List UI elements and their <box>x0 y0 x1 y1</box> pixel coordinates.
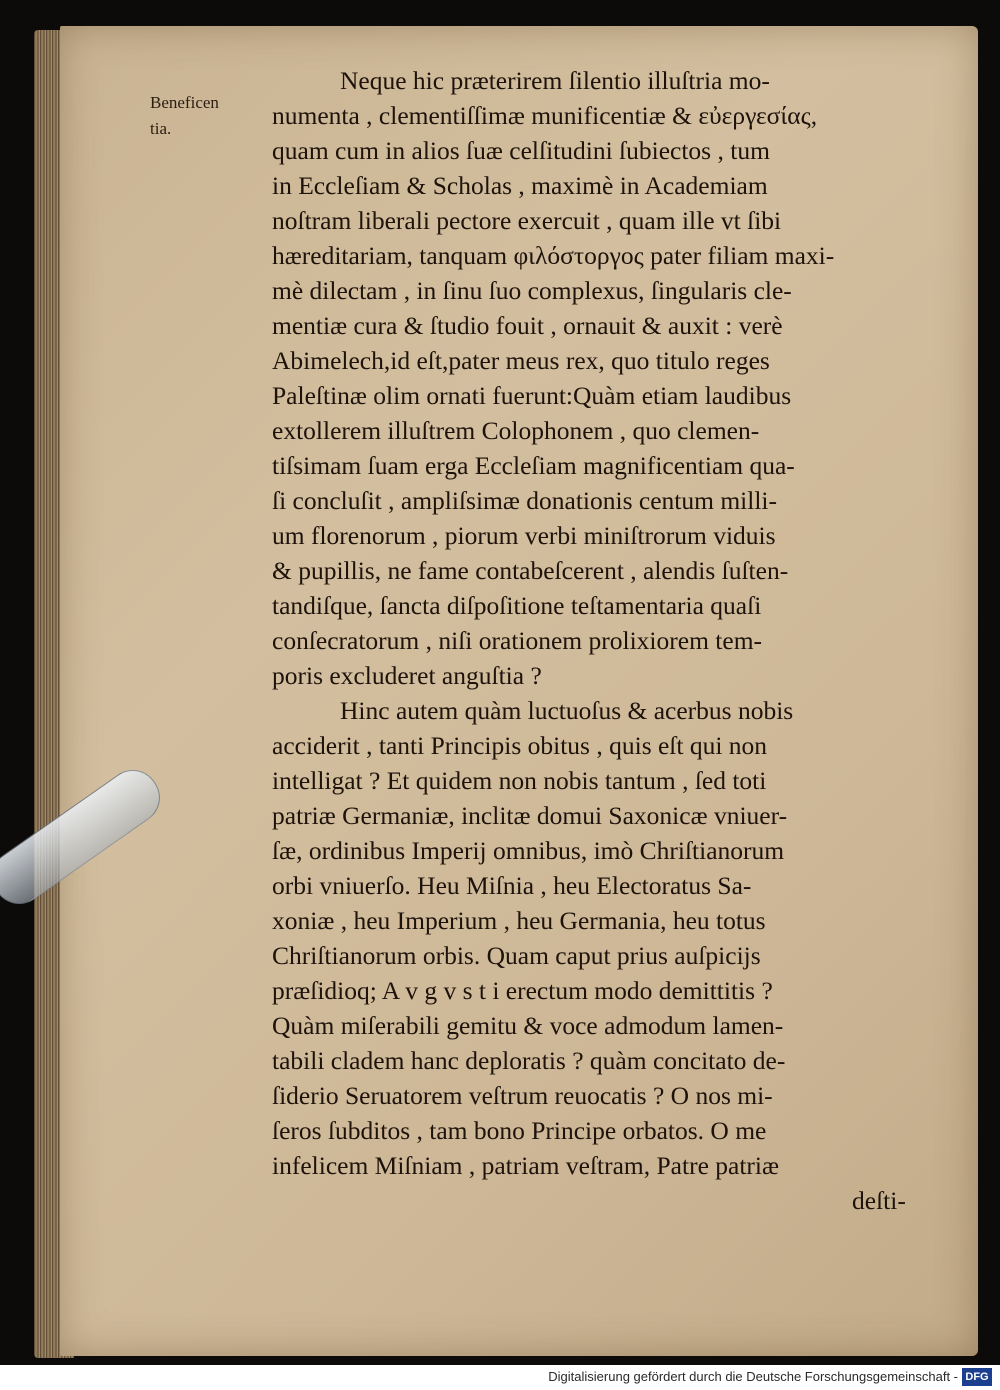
text-line: Quàm miſerabili gemitu & voce admodum lamen- <box>272 1011 784 1040</box>
text-line: & pupillis, ne fame contabeſcerent , alendis ſuſten- <box>272 556 789 585</box>
text-line: quam cum in alios ſuæ celſitudini ſubiectos , tum <box>272 136 770 165</box>
text-line: tandiſque, ſancta diſpoſitione teſtamentaria quaſi <box>272 591 762 620</box>
text-line: poris excluderet anguſtia ? <box>272 661 542 690</box>
text-line: Neque hic præterirem ſilentio illuſtria mo- <box>340 66 770 95</box>
text-line: noſtram liberali pectore exercuit , quam ille vt ſibi <box>272 206 782 235</box>
text-line: intelligat ? Et quidem non nobis tantum , ſed toti <box>272 766 767 795</box>
text-line: ſeros ſubditos , tam bono Principe orbatos. O me <box>272 1116 767 1145</box>
text-line: Chriſtianorum orbis. Quam caput prius auſpicijs <box>272 941 761 970</box>
margin-note-line-1: Beneficen <box>150 93 219 112</box>
text-line: infelicem Miſniam , patriam veſtram, Patre patriæ <box>272 1151 780 1180</box>
text-line: deſti- <box>852 1186 906 1215</box>
text-line: præſidioq; A v g v s t i erectum modo demittitis ? <box>272 976 773 1005</box>
text-line: Abimelech,id eſt,pater meus rex, quo titulo reges <box>272 346 770 375</box>
text-line: ſi concluſit , ampliſsimæ donationis centum milli- <box>272 486 777 515</box>
text-line: conſecratorum , niſi orationem prolixiorem tem- <box>272 626 763 655</box>
text-line: numenta , clementiſſimæ munificentiæ & εὐεργεσίας, <box>272 101 818 130</box>
text-line: tabili cladem hanc deploratis ? quàm concitato de- <box>272 1046 786 1075</box>
text-line: orbi vniuerſo. Heu Miſnia , heu Electoratus Sa- <box>272 871 752 900</box>
footer-bar <box>0 1365 1000 1390</box>
text-line: tiſsimam ſuam erga Eccleſiam magnificentiam qua- <box>272 451 795 480</box>
margin-note-line-2: tia. <box>150 119 172 138</box>
footer-text: Digitalisierung gefördert durch die Deutsche Forschungsgemeinschaft - <box>548 1369 958 1384</box>
text-line: um florenorum , piorum verbi miniſtrorum viduis <box>272 521 776 550</box>
text-line: hæreditariam, tanquam φιλόστοργος pater filiam maxi- <box>272 241 835 270</box>
dfg-logo: DFG <box>962 1368 992 1386</box>
text-line: mentiæ cura & ſtudio fouit , ornauit & auxit : verè <box>272 311 783 340</box>
text-line: patriæ Germaniæ, inclitæ domui Saxonicæ vniuer- <box>272 801 788 830</box>
text-line: xoniæ , heu Imperium , heu Germania, heu totus <box>272 906 766 935</box>
text-line: acciderit , tanti Principis obitus , quis eſt qui non <box>272 731 768 760</box>
text-line: ſiderio Seruatorem veſtrum reuocatis ? O nos mi- <box>272 1081 773 1110</box>
text-line: ſæ, ordinibus Imperij omnibus, imò Chriſtianorum <box>272 836 785 865</box>
text-line: mè dilectam , in ſinu ſuo complexus, ſingularis cle- <box>272 276 792 305</box>
text-line: Hinc autem quàm luctuoſus & acerbus nobis <box>340 696 794 725</box>
text-line: in Eccleſiam & Scholas , maximè in Academiam <box>272 171 768 200</box>
text-line: extollerem illuſtrem Colophonem , quo clemen- <box>272 416 760 445</box>
text-line: Paleſtinæ olim ornati fuerunt:Quàm etiam laudibus <box>272 381 792 410</box>
